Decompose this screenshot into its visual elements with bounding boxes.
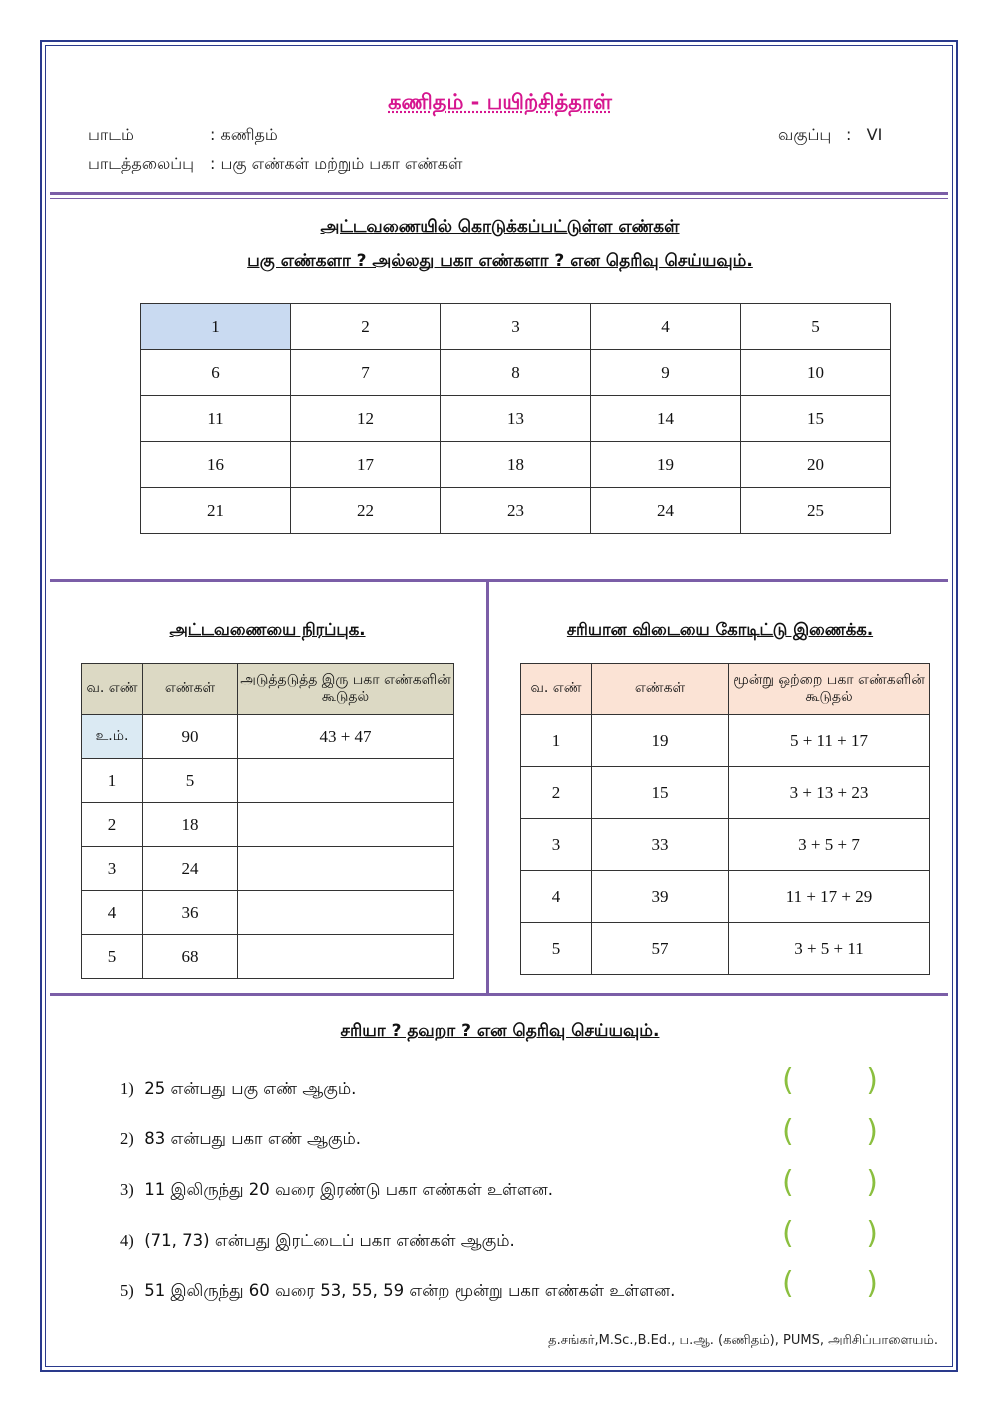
bracket-open: ( xyxy=(782,1165,794,1200)
table-cell: 3 xyxy=(82,847,143,891)
table-cell: 1 xyxy=(82,759,143,803)
question-number: 3) xyxy=(120,1180,134,1199)
bracket-open: ( xyxy=(782,1216,794,1251)
subject-value: : கணிதம் xyxy=(210,125,278,144)
question-text: 25 என்பது பகு எண் ஆகும். xyxy=(144,1079,357,1098)
question-text: 11 இலிருந்து 20 வரை இரண்டு பகா எண்கள் உள்ளன. xyxy=(144,1180,553,1199)
bracket-close: ) xyxy=(866,1266,878,1301)
answer-cell[interactable] xyxy=(238,759,454,803)
question-text: (71, 73) என்பது இரட்டைப் பகா எண்கள் ஆகும். xyxy=(144,1231,515,1250)
grid-cell[interactable]: 20 xyxy=(741,442,891,488)
match-number[interactable]: 15 xyxy=(592,767,729,819)
grid-row xyxy=(141,304,891,350)
answer-cell[interactable] xyxy=(238,803,454,847)
topic-value: : பகு எண்கள் மற்றும் பகா எண்கள் xyxy=(210,154,463,173)
section1-heading-line1: அட்டவணையில் கொடுக்கப்பட்டுள்ள எண்கள் xyxy=(320,217,680,237)
topic-label: பாடத்தலைப்பு xyxy=(88,154,195,173)
match-sum[interactable]: 11 + 17 + 29 xyxy=(729,871,930,923)
grid-cell[interactable]: 6 xyxy=(141,350,291,396)
header-divider xyxy=(50,192,948,195)
grid-cell[interactable]: 8 xyxy=(441,350,591,396)
column-divider xyxy=(486,581,489,995)
grid-row xyxy=(141,442,891,488)
fill-table-header-sno: வ. எண் xyxy=(82,664,143,715)
table-cell: 2 xyxy=(521,767,592,819)
bracket-close: ) xyxy=(866,1165,878,1200)
table-row xyxy=(521,715,930,767)
table-cell: உ.ம். xyxy=(82,715,143,759)
question-item xyxy=(120,1129,361,1151)
match-sum[interactable]: 3 + 5 + 11 xyxy=(729,923,930,975)
match-number[interactable]: 33 xyxy=(592,819,729,871)
table-cell: 43 + 47 xyxy=(238,715,454,759)
table-cell: 36 xyxy=(143,891,238,935)
match-number[interactable]: 39 xyxy=(592,871,729,923)
grid-cell[interactable]: 1 xyxy=(141,304,291,350)
grid-cell[interactable]: 18 xyxy=(441,442,591,488)
table-cell: 2 xyxy=(82,803,143,847)
grid-cell[interactable]: 24 xyxy=(591,488,741,534)
question-number: 4) xyxy=(120,1231,134,1250)
answer-box[interactable] xyxy=(782,1114,878,1154)
section3-heading: சரியான விடையை கோடிட்டு இணைக்க. xyxy=(566,620,874,639)
match-table-header-sno: வ. எண் xyxy=(521,664,592,715)
question-item xyxy=(120,1231,515,1253)
grid-cell[interactable]: 12 xyxy=(291,396,441,442)
answer-box[interactable] xyxy=(782,1165,878,1205)
grid-cell[interactable]: 5 xyxy=(741,304,891,350)
grid-cell[interactable]: 25 xyxy=(741,488,891,534)
grid-cell[interactable]: 23 xyxy=(441,488,591,534)
table-row xyxy=(521,871,930,923)
grid-cell[interactable]: 21 xyxy=(141,488,291,534)
grid-cell[interactable]: 19 xyxy=(591,442,741,488)
match-table-header-sum: மூன்று ஒற்றை பகா எண்களின் கூடுதல் xyxy=(729,664,930,715)
table-cell: 18 xyxy=(143,803,238,847)
table-cell: 68 xyxy=(143,935,238,979)
grid-cell[interactable]: 2 xyxy=(291,304,441,350)
section3-divider xyxy=(50,993,948,996)
grid-cell[interactable]: 13 xyxy=(441,396,591,442)
question-number: 1) xyxy=(120,1079,134,1098)
grid-cell[interactable]: 15 xyxy=(741,396,891,442)
header-divider-thin xyxy=(50,198,948,199)
section2-heading: அட்டவணையை நிரப்புக. xyxy=(169,620,366,639)
question-text: 83 என்பது பகா எண் ஆகும். xyxy=(144,1129,361,1148)
grid-cell[interactable]: 22 xyxy=(291,488,441,534)
match-sum[interactable]: 3 + 13 + 23 xyxy=(729,767,930,819)
question-item xyxy=(120,1079,356,1101)
author-footer: த.சங்கர்,M.Sc.,B.Ed., ப.ஆ. (கணிதம்), PUMS, அரிசிப்பாளையம். xyxy=(548,1333,938,1348)
match-number[interactable]: 19 xyxy=(592,715,729,767)
grid-cell[interactable]: 4 xyxy=(591,304,741,350)
grid-cell[interactable]: 14 xyxy=(591,396,741,442)
table-cell: 3 xyxy=(521,819,592,871)
question-item xyxy=(120,1281,675,1303)
bracket-close: ) xyxy=(866,1063,878,1098)
answer-cell[interactable] xyxy=(238,891,454,935)
match-table-header-numbers: எண்கள் xyxy=(592,664,729,715)
bracket-close: ) xyxy=(866,1216,878,1251)
table-cell: 90 xyxy=(143,715,238,759)
class-value: : VI xyxy=(846,125,883,144)
section1-heading-line2: பகு எண்களா ? அல்லது பகா எண்களா ? என தெரிவு செய்யவும். xyxy=(247,251,753,271)
grid-cell[interactable]: 9 xyxy=(591,350,741,396)
grid-cell[interactable]: 16 xyxy=(141,442,291,488)
subject-label: பாடம் xyxy=(88,125,134,144)
match-sum[interactable]: 3 + 5 + 7 xyxy=(729,819,930,871)
match-number[interactable]: 57 xyxy=(592,923,729,975)
grid-row xyxy=(141,488,891,534)
grid-row xyxy=(141,396,891,442)
grid-cell[interactable]: 17 xyxy=(291,442,441,488)
match-table-header-row xyxy=(521,664,930,715)
bracket-open: ( xyxy=(782,1063,794,1098)
grid-cell[interactable]: 10 xyxy=(741,350,891,396)
class-label: வகுப்பு xyxy=(778,125,832,144)
bracket-close: ) xyxy=(866,1114,878,1149)
section4-heading: சரியா ? தவறா ? என தெரிவு செய்யவும். xyxy=(340,1021,660,1041)
grid-cell[interactable]: 11 xyxy=(141,396,291,442)
fill-table-header-sum: அடுத்தடுத்த இரு பகா எண்களின் கூடுதல் xyxy=(238,664,454,715)
fill-table xyxy=(81,663,454,979)
table-row xyxy=(82,847,454,891)
table-cell: 24 xyxy=(143,847,238,891)
table-cell: 4 xyxy=(82,891,143,935)
match-table xyxy=(520,663,930,975)
number-grid xyxy=(140,303,891,534)
table-row xyxy=(521,767,930,819)
table-cell: 1 xyxy=(521,715,592,767)
bracket-open: ( xyxy=(782,1266,794,1301)
fill-table-header-row xyxy=(82,664,454,715)
table-row xyxy=(82,715,454,759)
table-row xyxy=(521,819,930,871)
question-text: 51 இலிருந்து 60 வரை 53, 55, 59 என்ற மூன்று பகா எண்கள் உள்ளன. xyxy=(144,1281,676,1300)
answer-box[interactable] xyxy=(782,1063,878,1103)
answer-box[interactable] xyxy=(782,1216,878,1256)
answer-cell[interactable] xyxy=(238,847,454,891)
table-cell: 5 xyxy=(521,923,592,975)
grid-cell[interactable]: 3 xyxy=(441,304,591,350)
answer-box[interactable] xyxy=(782,1266,878,1306)
question-number: 2) xyxy=(120,1129,134,1148)
grid-cell[interactable]: 7 xyxy=(291,350,441,396)
table-row xyxy=(82,891,454,935)
table-row xyxy=(521,923,930,975)
section1-divider xyxy=(50,579,948,582)
match-sum[interactable]: 5 + 11 + 17 xyxy=(729,715,930,767)
fill-table-header-numbers: எண்கள் xyxy=(143,664,238,715)
answer-cell[interactable] xyxy=(238,935,454,979)
question-number: 5) xyxy=(120,1281,134,1300)
table-cell: 5 xyxy=(143,759,238,803)
page-title: கணிதம் - பயிற்சித்தாள் xyxy=(388,90,612,114)
table-cell: 4 xyxy=(521,871,592,923)
table-row xyxy=(82,935,454,979)
question-item xyxy=(120,1180,553,1202)
grid-row xyxy=(141,350,891,396)
table-cell: 5 xyxy=(82,935,143,979)
bracket-open: ( xyxy=(782,1114,794,1149)
table-row xyxy=(82,759,454,803)
table-row xyxy=(82,803,454,847)
